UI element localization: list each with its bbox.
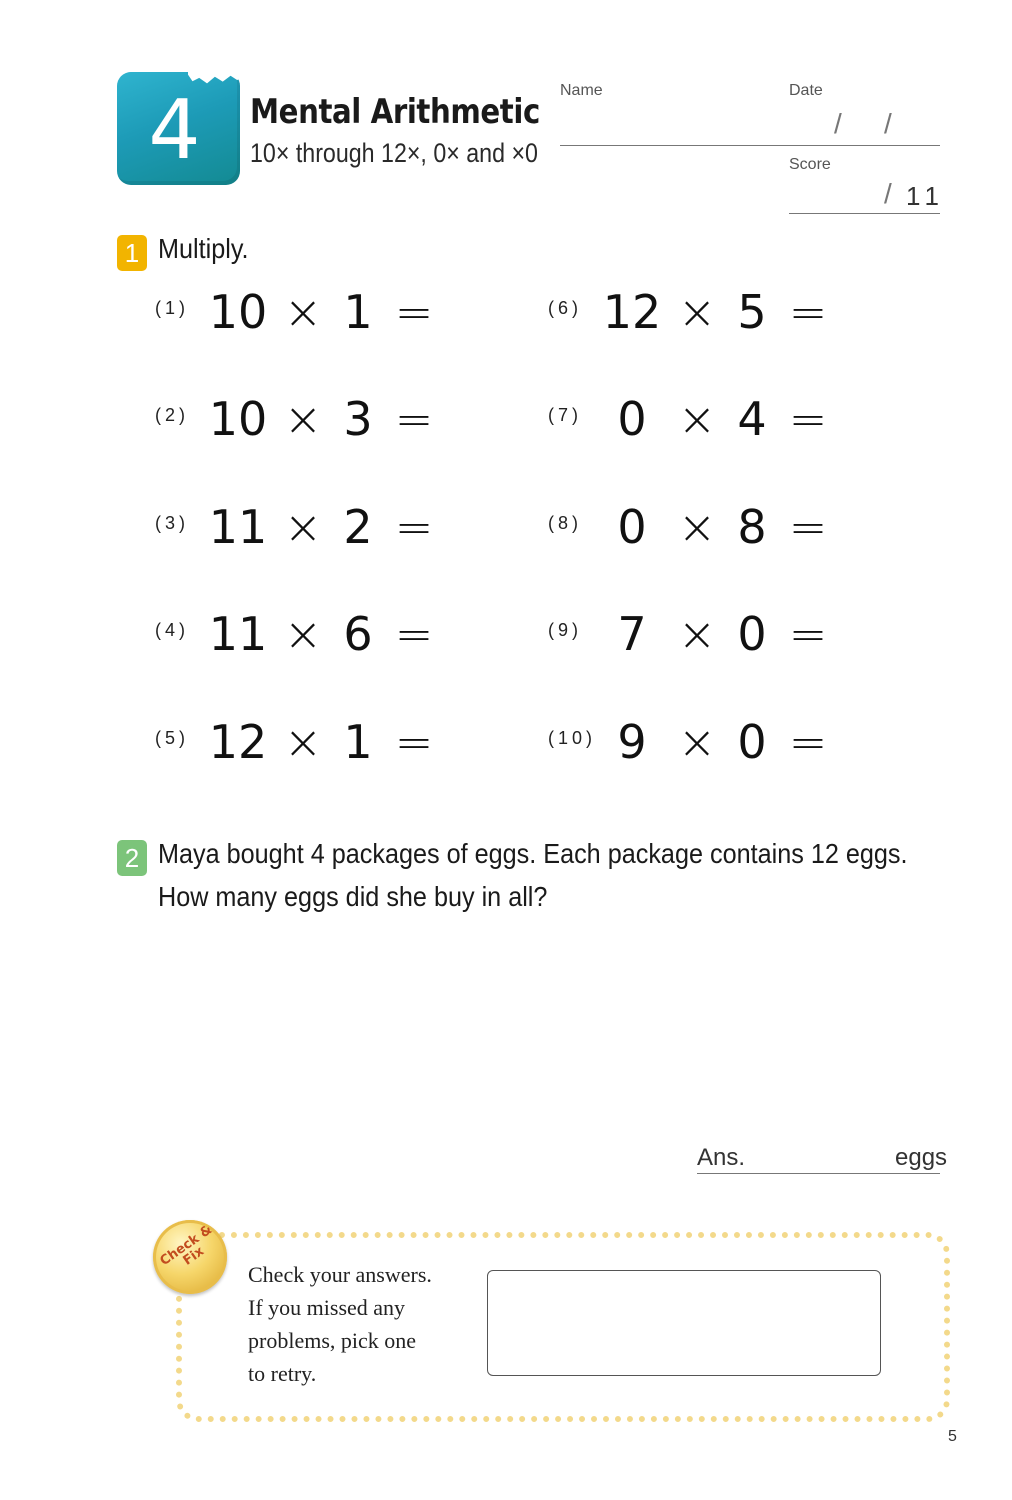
unit-number: 4: [148, 83, 201, 178]
problem-operand-a: 10: [208, 392, 268, 446]
problem-equals: =: [394, 715, 434, 769]
date-label: Date: [789, 82, 823, 99]
answer-label: Ans.: [697, 1144, 746, 1171]
check-fix-line-2: If you missed any: [248, 1295, 406, 1320]
problem-operand-a: 11: [208, 607, 268, 661]
score-field[interactable]: [789, 213, 940, 214]
problem-operator: ×: [677, 715, 717, 769]
problem-equals: =: [788, 715, 828, 769]
page-subtitle: 10× through 12×, 0× and ×0: [250, 138, 538, 168]
score-slash: /: [884, 178, 892, 209]
score-total: 11: [906, 181, 945, 211]
problem-operand-b: 1: [343, 715, 373, 769]
problem-operand-b: 2: [343, 500, 373, 554]
problem-equals: =: [394, 285, 434, 339]
section-2-badge: 2: [117, 840, 147, 876]
check-fix-line-3: problems, pick one: [248, 1328, 417, 1353]
section-1-instruction: Multiply.: [158, 233, 249, 264]
date-slash-2: /: [884, 108, 892, 139]
problem-number: (6): [548, 298, 582, 318]
problem-operator: ×: [283, 285, 323, 339]
problem-operand-b: 0: [737, 607, 767, 661]
problem-number: (10): [548, 728, 597, 748]
check-fix-line-4: to retry.: [248, 1361, 317, 1386]
problem-operand-a: 0: [617, 500, 647, 554]
name-label: Name: [560, 82, 603, 99]
problem-operator: ×: [677, 392, 717, 446]
problem-operand-a: 11: [208, 500, 268, 554]
problem-operand-a: 0: [617, 392, 647, 446]
problem-operand-a: 12: [602, 285, 662, 339]
section-1-badge: 1: [117, 235, 147, 271]
problem-operand-b: 3: [343, 392, 373, 446]
problem-equals: =: [788, 285, 828, 339]
problem-operator: ×: [677, 285, 717, 339]
problem-equals: =: [788, 500, 828, 554]
problem-operand-b: 0: [737, 715, 767, 769]
problem-operator: ×: [283, 607, 323, 661]
problem-operator: ×: [677, 500, 717, 554]
problem-operand-b: 5: [737, 285, 767, 339]
problem-number: (3): [155, 513, 189, 533]
problem-equals: =: [394, 607, 434, 661]
problem-operand-a: 10: [208, 285, 268, 339]
problem-operator: ×: [283, 392, 323, 446]
name-date-field[interactable]: [560, 145, 940, 146]
problem-equals: =: [394, 392, 434, 446]
word-problem-line-1: Maya bought 4 packages of eggs. Each package contains 12 eggs.: [158, 838, 908, 869]
problem-number: (2): [155, 405, 189, 425]
problem-number: (7): [548, 405, 582, 425]
problem-operator: ×: [677, 607, 717, 661]
answer-field[interactable]: [697, 1173, 940, 1174]
problem-operator: ×: [283, 500, 323, 554]
check-fix-line-1: Check your answers.: [248, 1262, 432, 1287]
page-number: 5: [948, 1428, 957, 1445]
problem-operand-a: 12: [208, 715, 268, 769]
date-slash-1: /: [834, 108, 842, 139]
problem-operator: ×: [283, 715, 323, 769]
answer-unit: eggs: [895, 1144, 948, 1171]
page-title: Mental Arithmetic: [250, 92, 540, 132]
problem-number: (4): [155, 620, 189, 640]
word-problem-line-2: How many eggs did she buy in all?: [158, 881, 548, 912]
problem-number: (5): [155, 728, 189, 748]
score-label: Score: [789, 156, 831, 173]
problem-number: (9): [548, 620, 582, 640]
problem-operand-b: 1: [343, 285, 373, 339]
problem-equals: =: [394, 500, 434, 554]
problem-operand-b: 6: [343, 607, 373, 661]
check-fix-medal-text: Check & Fix: [157, 1222, 216, 1269]
problem-equals: =: [788, 607, 828, 661]
problem-operand-a: 7: [617, 607, 647, 661]
problem-operand-b: 4: [737, 392, 767, 446]
problem-operand-b: 8: [737, 500, 767, 554]
problem-number: (8): [548, 513, 582, 533]
problem-equals: =: [788, 392, 828, 446]
retry-answer-box[interactable]: [487, 1270, 881, 1376]
problem-operand-a: 9: [617, 715, 647, 769]
problem-number: (1): [155, 298, 189, 318]
